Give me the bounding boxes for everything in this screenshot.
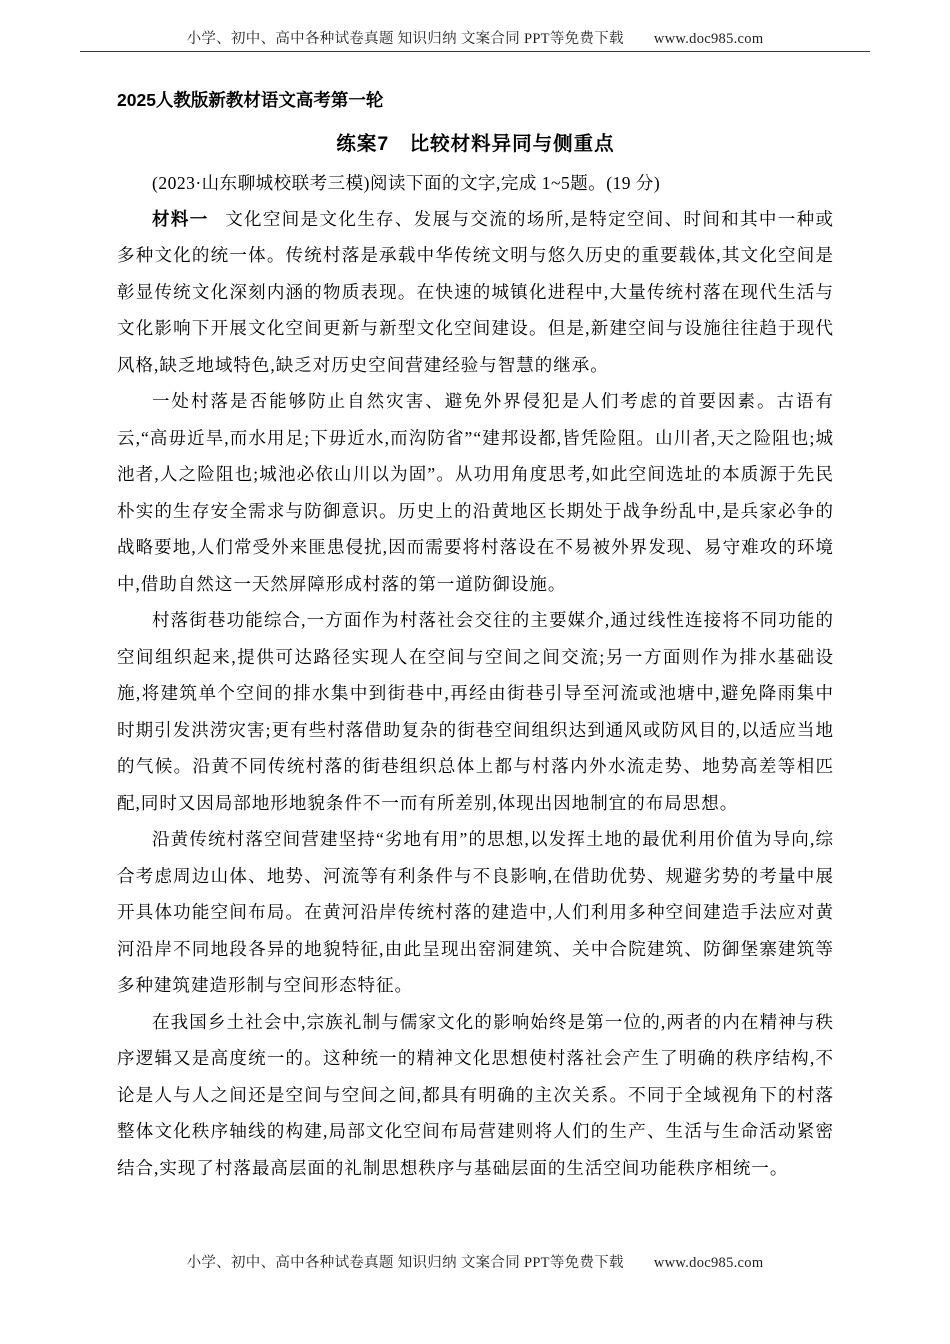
header-site-link[interactable]: www.doc985.com — [653, 31, 764, 47]
footer-site-link[interactable]: www.doc985.com — [653, 1255, 764, 1271]
material-1-paragraph-5: 在我国乡土社会中,宗族礼制与儒家文化的影响始终是第一位的,两者的内在精神与秩序逻辑又是高度统一的。这种统一的精神文化思想使村落社会产生了明确的秩序结构,不论是人与人之间还是空间与空间之间,都具有明确的主次关系。不同于全域视角下的村落整体文化秩序轴线的构建,局部文化空间布局营建则将人们的生产、生活与生命活动紧密结合,实现了村落最高层面的礼制思想秩序与基础层面的生活空间功能秩序相统一。 — [117, 1011, 834, 1178]
header-promo-text: 小学、初中、高中各种试卷真题 知识归纳 文案合同 PPT等免费下载 — [186, 31, 624, 47]
material-1-paragraph-4: 沿黄传统村落空间营建坚持“劣地有用”的思想,以发挥土地的最优利用价值为导向,综合考虑周边山体、地势、河流等有利条件与不良影响,在借助优势、规避劣势的考量中展开具体功能空间布局。在黄河沿岸传统村落的建造中,人们利用多种空间建造手法应对黄河沿岸不同地段各异的地貌特征,由此呈现出窑洞建筑、关中合院建筑、防御堡寨建筑等多种建筑建造形制与空间形态特征。 — [117, 829, 834, 996]
page-header — [0, 27, 950, 48]
series-title: 2025人教版新教材语文高考第一轮 — [117, 90, 384, 110]
material-1-paragraph-2: 一处村落是否能够防止自然灾害、避免外界侵犯是人们考虑的首要因素。古语有云,“高毋近旱,而水用足;下毋近水,而沟防省”“建邦设都,皆凭险阻。山川者,天之险阻也;城池者,人之险阻也;城池必依山川以为固”。从功用角度思考,如此空间选址的本质源于先民朴实的生存安全需求与防御意识。历史上的沿黄地区长期处于战争纷乱中,是兵家必争的战略要地,人们常受外来匪患侵扰,因而需要将村落设在不易被外界发现、易守难攻的环境中,借助自然这一天然屏障形成村落的第一道防御设施。 — [117, 391, 834, 594]
document-body — [117, 90, 834, 1186]
page-footer — [0, 1251, 950, 1272]
material-1-paragraph-3: 村落街巷功能综合,一方面作为村落社会交往的主要媒介,通过线性连接将不同功能的空间组织起来,提供可达路径实现人在空间与空间之间交流;另一方面则作为排水基础设施,将建筑单个空间的排水集中到街巷中,再经由街巷引导至河流或池塘中,避免降雨集中时期引发洪涝灾害;更有些村落借助复杂的街巷空间组织达到通风或防风目的,以适应当地的气候。沿黄不同传统村落的街巷组织总体上都与村落内外水流走势、地势高差等相匹配,同时又因局部地形地貌条件不一而有所差别,体现出因地制宜的布局思想。 — [117, 610, 834, 813]
header-divider — [80, 51, 870, 52]
material-1-paragraph-1-text: 文化空间是文化生存、发展与交流的场所,是特定空间、时间和其中一种或多种文化的统一体。传统村落是承载中华传统文明与悠久历史的重要载体,其文化空间是彰显传统文化深刻内涵的物质表现。在快速的城镇化进程中,大量传统村落在现代生活与文化影响下开展文化空间更新与新型文化空间建设。但是,新建空间与设施往往趋于现代风格,缺乏地域特色,缺乏对历史空间营建经验与智慧的继承。 — [117, 208, 835, 375]
material-1-paragraph-1 — [117, 201, 834, 384]
lesson-title: 练案7 比较材料异同与侧重点 — [336, 132, 615, 155]
exam-source-line: (2023·山东聊城校联考三模)阅读下面的文字,完成 1~5题。(19 分) — [152, 172, 661, 193]
material-1-label: 材料一 — [152, 208, 209, 229]
footer-promo-text: 小学、初中、高中各种试卷真题 知识归纳 文案合同 PPT等免费下载 — [186, 1255, 624, 1271]
